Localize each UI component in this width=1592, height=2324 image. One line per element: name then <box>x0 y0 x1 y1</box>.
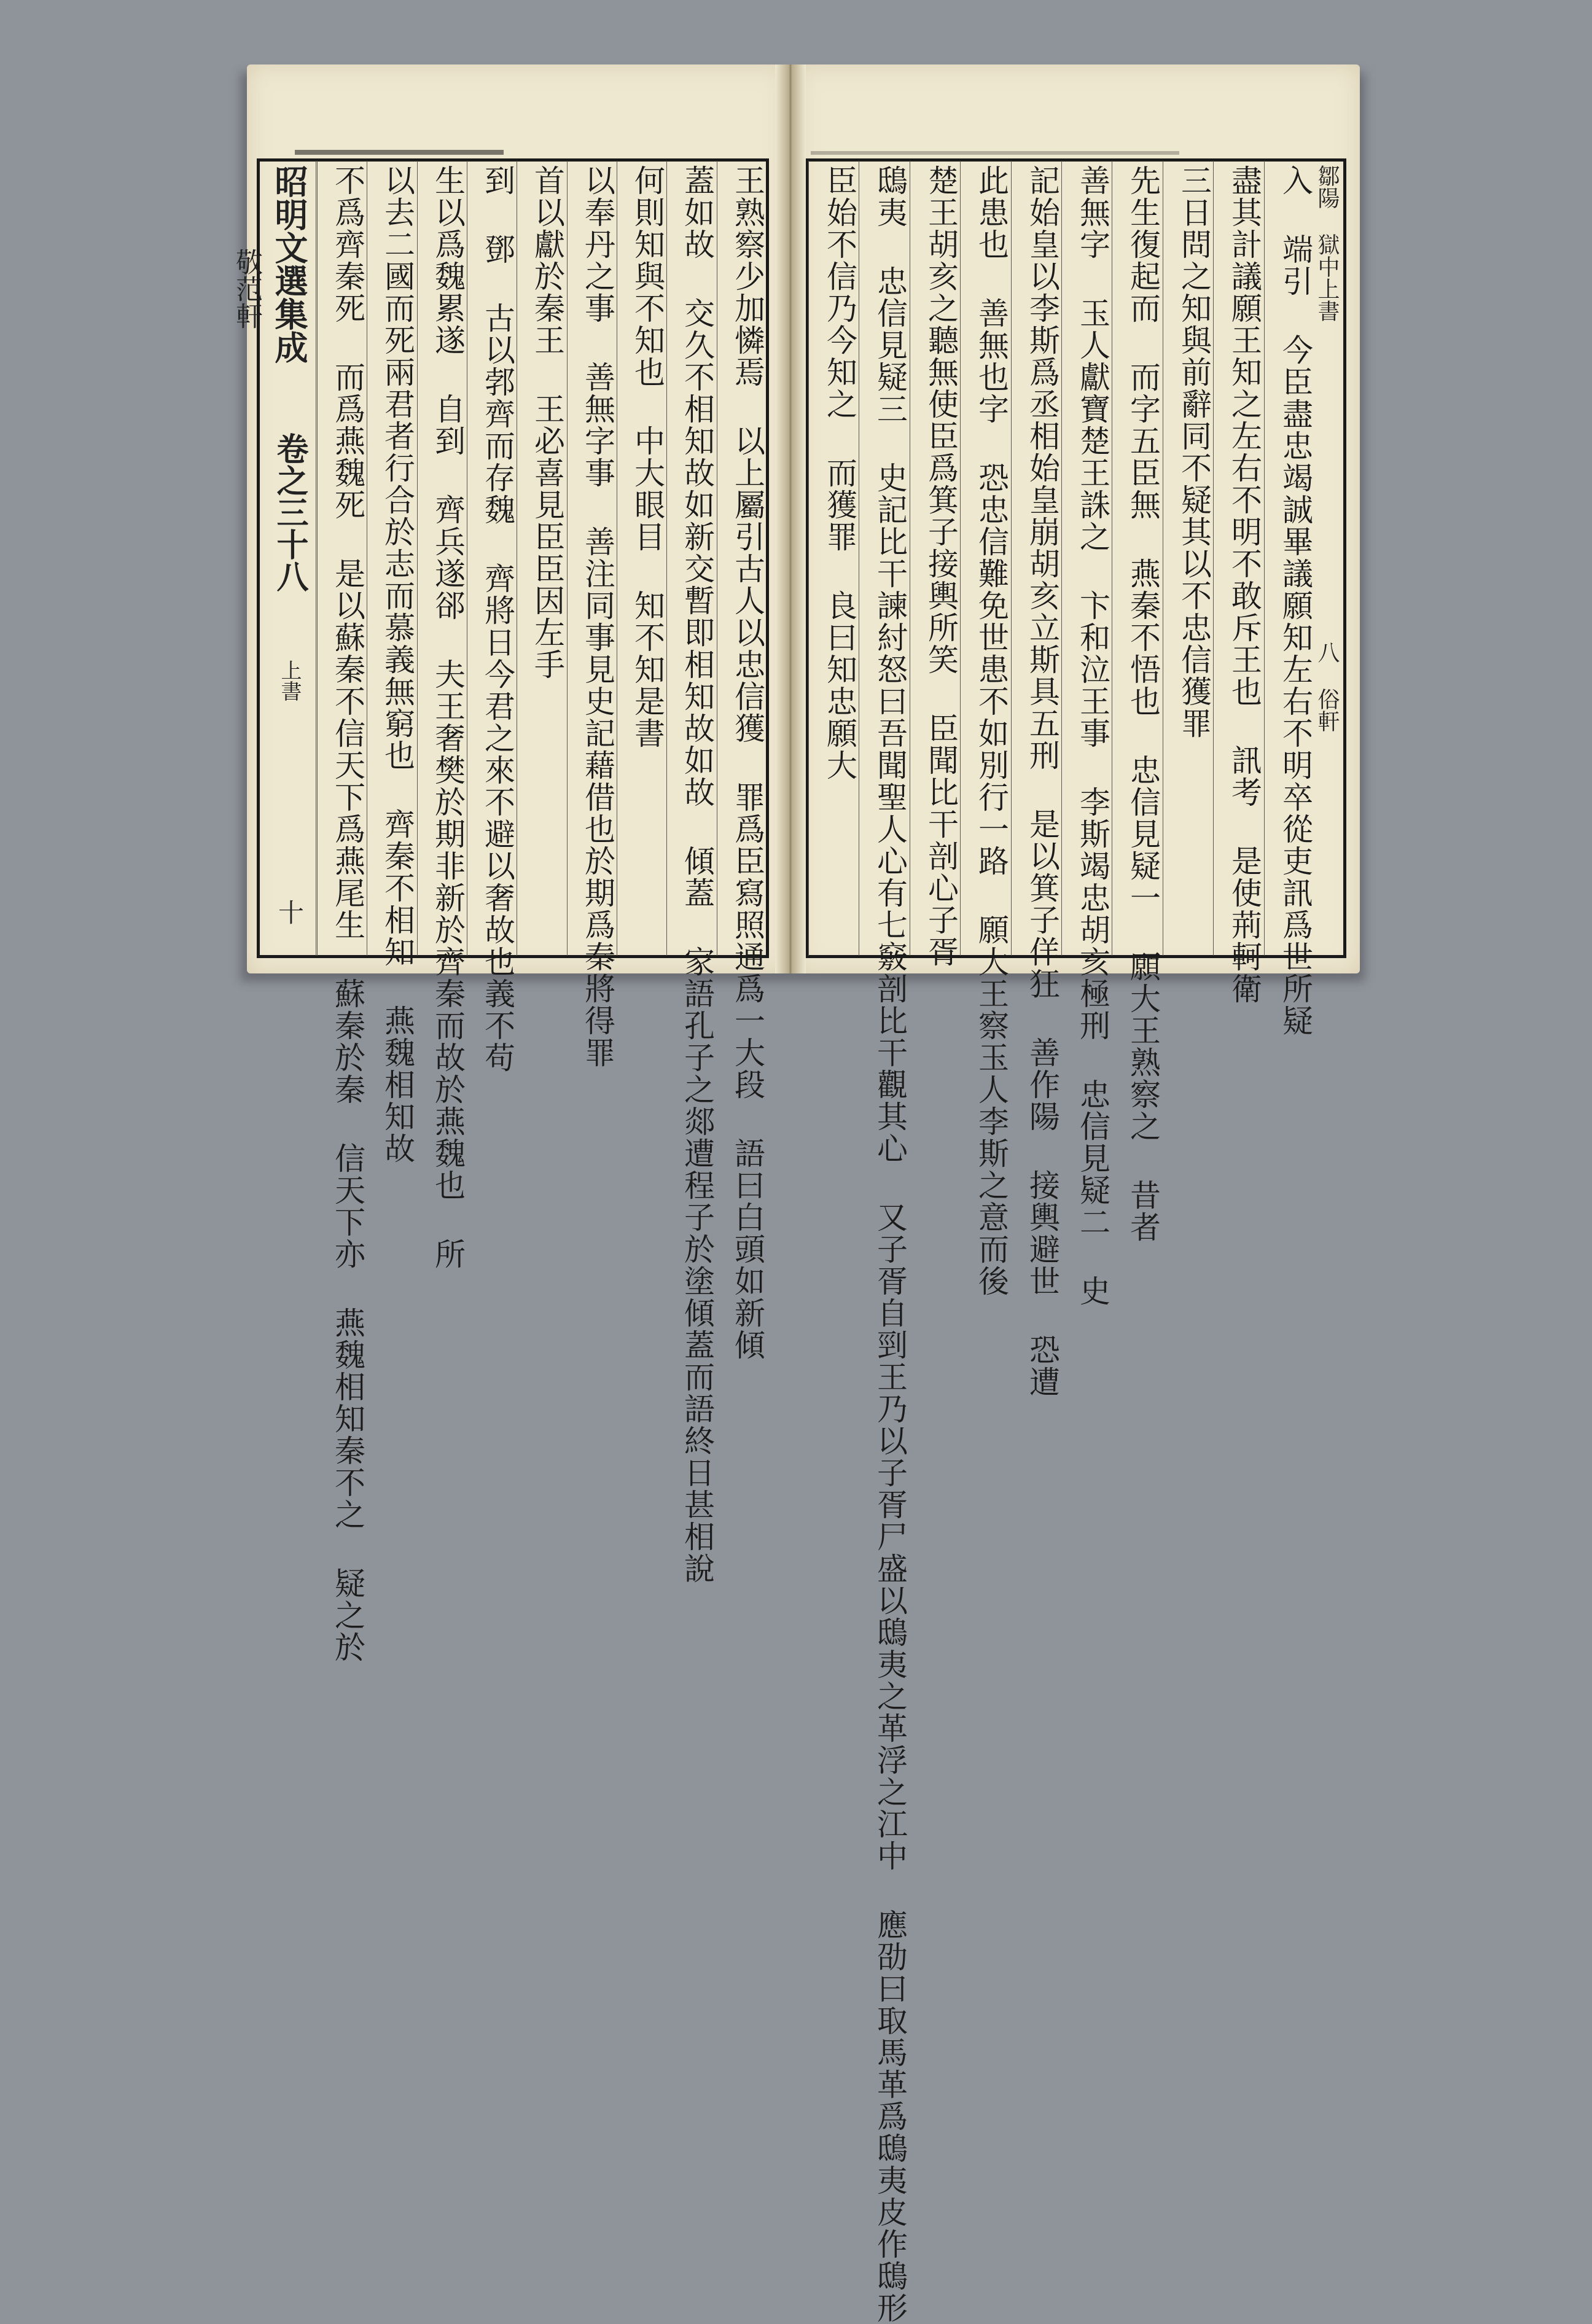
left-text-column: 何則知與不知也 中大眼目 知不知是書 <box>630 165 665 749</box>
right-text-column: 入 端引 今臣盡忠竭誠畢議願知左右不明卒從吏訊爲世所疑 <box>1278 165 1313 1037</box>
right-margin-label: 鄒陽 <box>1314 165 1340 209</box>
left-text-column: 王熟察少加憐焉 以上屬引古人以忠信獲 罪爲臣寫照通爲一大段 語曰白頭如新傾 <box>730 165 765 1361</box>
right-text-column: 盡其計議願王知之左右不明不敢斥王也 訊考 是使荊軻衛 <box>1227 165 1262 1005</box>
left-text-column: 不爲齊秦死 而爲燕魏死 是以蘇秦不信天下爲燕尾生 蘇秦於秦 信天下亦 燕魏相知秦不之 疑之於 <box>330 165 365 1663</box>
left-text-column: 首以獻於秦王 王必喜見臣臣因左手 <box>529 165 565 680</box>
column-rule <box>1264 161 1265 956</box>
left-text-column: 蓋如故 交久不相知故如新交暫即相知故如故 傾蓋 家語孔子之郯遭程子於塗傾蓋而語終日甚相說 <box>679 165 715 1585</box>
left-text-column: 以去二國而死兩君者行合於志而慕義無窮也 齊秦不相知 燕魏相知故 <box>380 165 415 1164</box>
book-title: 昭明文選集成 <box>270 165 309 364</box>
right-margin-label: 獄中上書 <box>1314 233 1340 322</box>
column-rule <box>808 161 809 956</box>
right-text-column: 臣始不信乃今知之 而獲罪 良曰知忠願大 <box>822 165 857 781</box>
right-margin-column <box>1314 165 1343 951</box>
margin-column <box>231 165 313 951</box>
column-rule <box>1213 161 1214 956</box>
volume-label: 卷之三十八 <box>271 432 308 592</box>
column-rule <box>317 161 318 956</box>
publisher-name: 敬范軒 <box>231 248 262 329</box>
leaf-number: 十 <box>275 899 305 925</box>
left-text-column: 到 鄧 古以郣齊而存魏 齊將日今君之來不避以奢故也義不苟 <box>480 165 515 1074</box>
right-margin-label: 俗軒 <box>1314 688 1340 732</box>
ink-smudge <box>295 150 504 155</box>
book-gutter <box>775 64 806 973</box>
column-rule <box>1061 161 1062 956</box>
left-text-column: 以奉丹之事 善無字事 善注同事見史記藉借也於期爲秦將得罪 <box>580 165 615 1069</box>
column-rule <box>1011 161 1012 956</box>
right-text-column: 三日問之知與前辭同不疑其以不忠信獲罪 <box>1176 165 1212 739</box>
bleed-through-text <box>808 80 1343 147</box>
column-rule <box>666 161 667 956</box>
column-rule <box>417 161 418 956</box>
section-label: 上書 <box>277 660 302 701</box>
ink-smudge <box>811 151 1179 155</box>
right-text-column: 善無字 玉人獻寶楚王誅之 卞和泣王事 李斯竭忠胡亥極刑 忠信見疑二 史 <box>1075 165 1110 1307</box>
left-text-column: 生以爲魏累遂 自到 齊兵遂郤 夫王奢樊於期非新於齊秦而故於燕魏也 所 <box>430 165 466 1270</box>
right-text-column: 楚王胡亥之聽無使臣爲箕子接輿所笑 臣聞比干剖心子胥 <box>923 165 959 968</box>
right-text-column: 鴟夷 忠信見疑三 史記比干諫紂怒曰吾聞聖人心有七竅剖比干觀其心 又子胥自剄王乃以子胥尸盛以鴟夷之革浮之江中 應劭曰取馬革爲鴟夷皮作鴟形 <box>872 165 908 2324</box>
column-rule <box>567 161 568 956</box>
right-margin-label: 八 <box>1314 641 1340 663</box>
right-text-column: 記始皇以李斯爲丞相始皇崩胡亥立斯具五刑 是以箕子佯狂 善作陽 接輿避世 恐遭 <box>1024 165 1060 1398</box>
right-text-column: 先生復起而 而字五臣無 燕秦不悟也 忠信見疑一 願大王熟察之 昔者 <box>1125 165 1161 1243</box>
column-rule <box>960 161 961 956</box>
right-text-column: 此患也 善無也字 恐忠信難免世患不如別行一路 願大王察玉人李斯之意而後 <box>974 165 1009 1297</box>
